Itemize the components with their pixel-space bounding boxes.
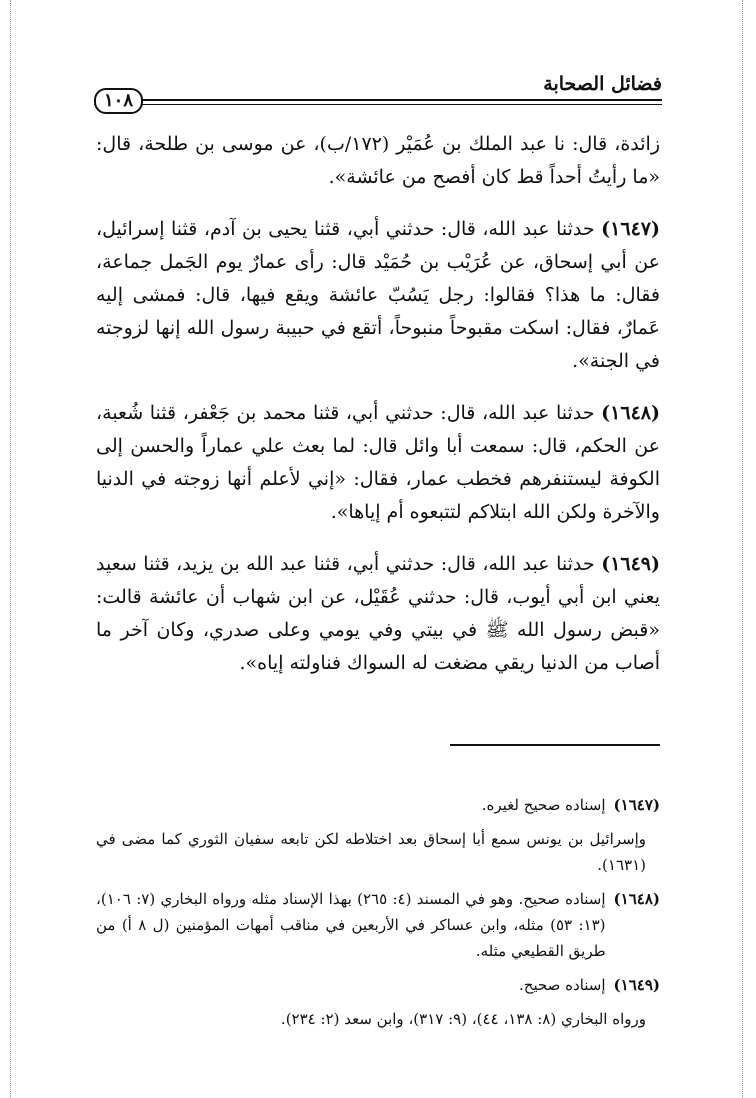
paragraph-text: حدثنا عبد الله، قال: حدثني أبي، قثنا عبد الله بن يزيد، قثنا سعيد يعني ابن أبي أيوب، قال: حدثني عُقَيْل، عن ابن شهاب أن عائشة قالت: «قبض رسول الله ﷺ في بيتي وفي يومي وعلى صدري، وكان آخر ما أصاب من الدنيا ريقي مضغت له السواك فناولته إياه».: [96, 553, 660, 674]
footnote-separator: [450, 744, 660, 746]
page-number: [94, 88, 143, 114]
header-rule-thin: [94, 104, 662, 105]
paragraph-text: حدثنا عبد الله، قال: حدثني أبي، قثنا محمد بن جَعْفر، قثنا شُعبة، عن الحكم، قال: سمعت أبا وائل قال: لما بعث علي عماراً والحسن إلى الكوفة ليستنفرهم فخطب عمار، فقال: «إني لأعلم أنها زوجته في الدنيا والآخرة ولكن الله ابتلاكم لتتبعوه أم إياها».: [96, 402, 660, 523]
footnote-1649: [96, 972, 660, 998]
paragraph-text: زائدة، قال: نا عبد الملك بن عُمَيْر (١٧٢/ب)، عن موسى بن طلحة، قال: «ما رأيتُ أحداً قط كان أفصح من عائشة».: [96, 133, 660, 188]
scan-edge-left: [10, 0, 11, 1098]
footnotes: [96, 792, 660, 1040]
footnote-text: إسناده صحيح لغيره.: [481, 796, 606, 814]
footnote-1648: [96, 886, 660, 964]
paragraph-1649: [96, 548, 660, 680]
scan-edge-right: [742, 0, 743, 1098]
book-title: فضائل الصحابة: [543, 73, 662, 95]
footnote-text: إسناده صحيح. وهو في المسند (٤: ٢٦٥) بهذا الإسناد مثله ورواه البخاري (٧: ١٠٦)، (١٣: ٥٣) مثله، وابن عساكر في الأربعين في مناقب أمهات المؤمنين (ل ٨ أ) من طريق القطيعي مثله.: [96, 890, 606, 960]
footnote-1647: [96, 792, 660, 818]
paragraph-text: حدثنا عبد الله، قال: حدثني أبي، قثنا يحيى بن آدم، قثنا إسرائيل، عن أبي إسحاق، عن عُرَيْب بن حُمَيْد قال: رأى عمارٌ يوم الجَمل جماعة، فقال: ما هذا؟ فقالوا: رجل يَسُبّ عائشة ويقع فيها، قال: فمشى إليه عَمارٌ، فقال: اسكت مقبوحاً منبوحاً، أتقع في حبيبة رسول الله إنها لزوجته في الجنة».: [96, 218, 660, 372]
narration-number: (١٦٤٧): [601, 218, 660, 240]
main-text: [96, 128, 660, 699]
footnote-text: إسناده صحيح.: [519, 976, 606, 994]
narration-number: (١٦٤٨): [601, 402, 660, 424]
footnote-number: (١٦٤٩): [613, 976, 660, 994]
page-number-value: ١٠٨: [104, 90, 134, 111]
paragraph-continuation: [96, 128, 660, 194]
footnote-number: (١٦٤٨): [613, 890, 660, 908]
footnote-1649-continuation: ورواه البخاري (٨: ١٣٨، ٤٤)، (٩: ٣١٧)، وابن سعد (٢: ٢٣٤).: [280, 1010, 646, 1028]
paragraph-1647: [96, 213, 660, 378]
header-rule: [94, 99, 662, 101]
narration-number: (١٦٤٩): [601, 553, 661, 575]
page-header: [94, 72, 662, 112]
footnote-1647-continuation: وإسرائيل بن يونس سمع أبا إسحاق بعد اختلاطه لكن تابعه سفيان الثوري كما مضى في (١٦٣١).: [96, 830, 646, 874]
paragraph-1648: [96, 397, 660, 529]
footnote-number: (١٦٤٧): [613, 796, 660, 814]
